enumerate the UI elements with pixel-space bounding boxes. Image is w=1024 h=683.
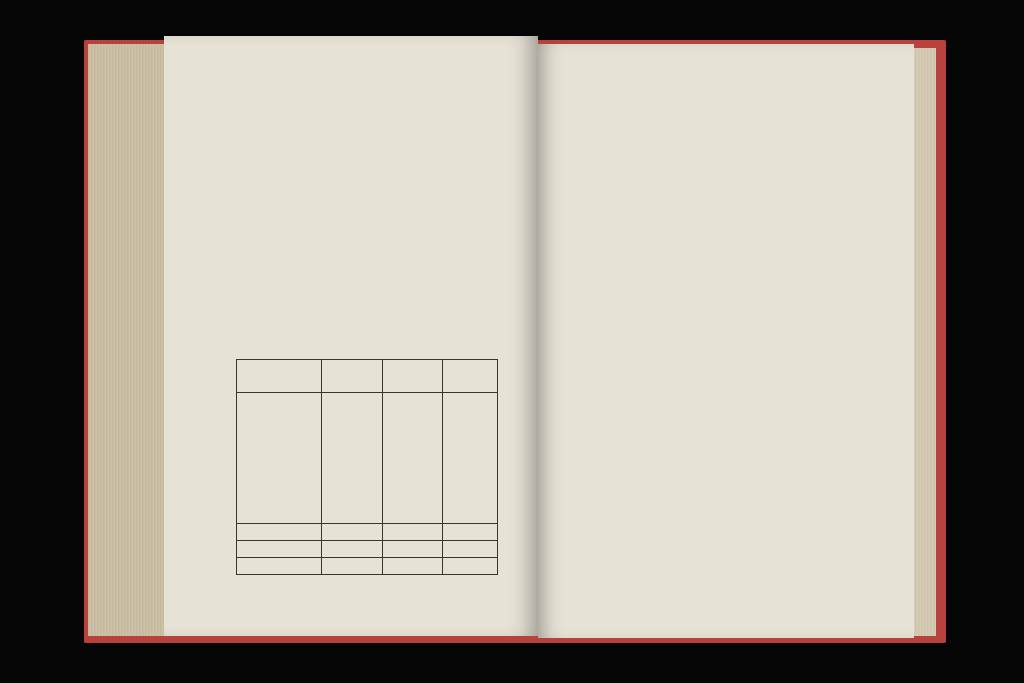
table-header [237,360,322,393]
total-row-total [443,524,497,541]
average-row-cork [322,541,383,558]
page-edges-right [912,48,936,636]
average-row-total [443,541,497,558]
recent-total [443,558,497,575]
total-row-cork [322,524,383,541]
right-page [538,44,914,638]
recent-cork [322,558,383,575]
table-header [443,360,497,393]
table-header [322,360,383,393]
year-column [237,393,322,524]
average-row-hardwicke [382,541,443,558]
cork-column [322,393,383,524]
total-row-hardwicke [382,524,443,541]
admissions-table [236,359,498,575]
left-page [164,36,538,636]
average-row-label [237,541,322,558]
total-column [443,393,497,524]
hardwicke-column [382,393,443,524]
recent-hardwicke [382,558,443,575]
recent-years [237,558,322,575]
total-row-label [237,524,322,541]
diagram-chart [590,100,842,590]
table-header [382,360,443,393]
page-edges-left [88,44,172,636]
